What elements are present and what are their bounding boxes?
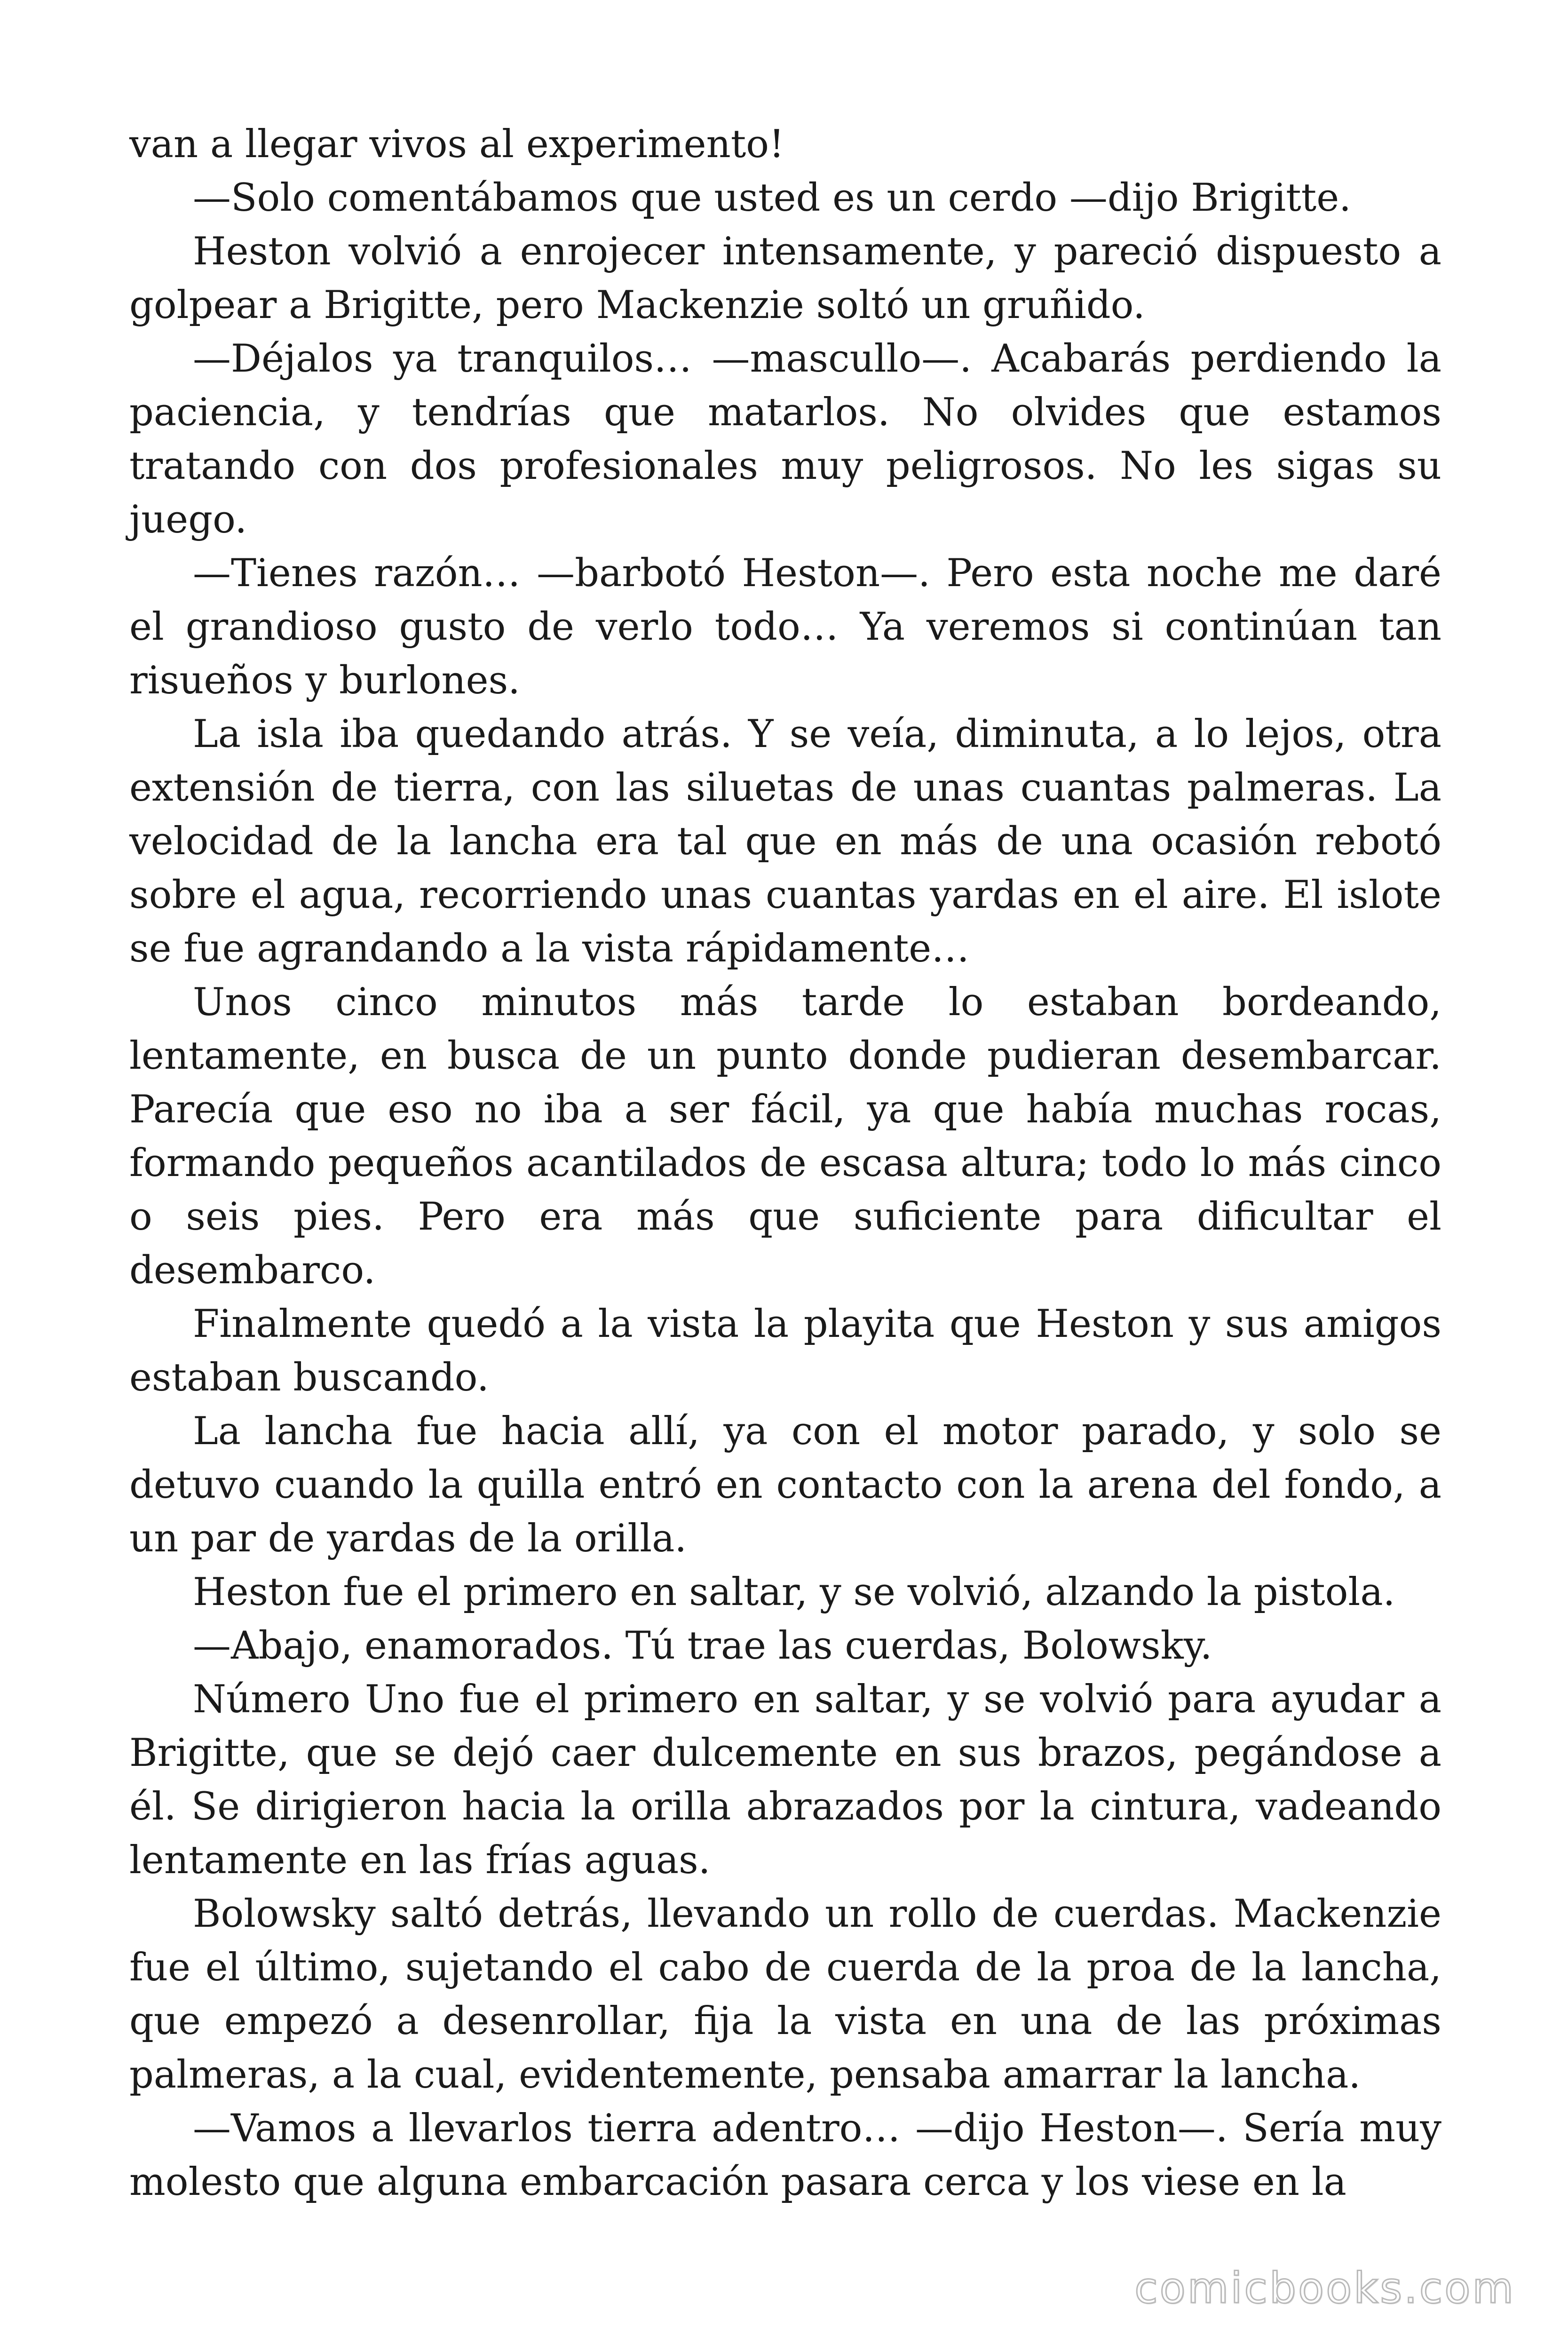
paragraph-12: Número Uno fue el primero en saltar, y se volvió para ayudar a Brigitte, que se dejó caer dulcemente en sus brazos, pegándose a él. Se dirigieron hacia la orilla abrazados por la cintura, vadeando lentamente en las frías aguas. xyxy=(129,1677,1441,1883)
paragraph-9: La lancha fue hacia allí, ya con el motor parado, y solo se detuvo cuando la quilla entró en contacto con la arena del fondo, a un par de yardas de la orilla. xyxy=(129,1409,1441,1561)
paragraph-8: Finalmente quedó a la vista la playita que Heston y sus amigos estaban buscando. xyxy=(129,1302,1441,1400)
watermark: comicbooks.com xyxy=(1134,2264,1515,2313)
paragraph-2: —Solo comentábamos que usted es un cerdo —dijo Brigitte. xyxy=(193,176,1351,220)
paragraph-11: —Abajo, enamorados. Tú trae las cuerdas, Bolowsky. xyxy=(193,1624,1212,1668)
paragraph-3: Heston volvió a enrojecer intensamente, y pareció dispuesto a golpear a Brigitte, pero Mackenzie soltó un gruñido. xyxy=(129,230,1441,327)
paragraph-10: Heston fue el primero en saltar, y se volvió, alzando la pistola. xyxy=(193,1570,1395,1614)
page-body xyxy=(129,118,1441,2209)
paragraph-14: —Vamos a llevarlos tierra adentro… —dijo Heston—. Sería muy molesto que alguna embarcación pasara cerca y los viese en la xyxy=(129,2106,1441,2204)
paragraph-6: La isla iba quedando atrás. Y se veía, diminuta, a lo lejos, otra extensión de tierra, con las siluetas de unas cuantas palmeras. La velocidad de la lancha era tal que en más de una ocasión rebotó sobre el agua, recorriendo unas cuantas yardas en el aire. El islote se fue agrandando a la vista rápidamente… xyxy=(129,712,1441,971)
paragraph-5: —Tienes razón… —barbotó Heston—. Pero esta noche me daré el grandioso gusto de verlo todo… Ya veremos si continúan tan risueños y burlones. xyxy=(129,551,1441,703)
paragraph-4: —Déjalos ya tranquilos… —mascullo—. Acabarás perdiendo la paciencia, y tendrías que matarlos. No olvides que estamos tratando con dos profesionales muy peligrosos. No les sigas su juego. xyxy=(129,337,1441,542)
paragraph-13: Bolowsky saltó detrás, llevando un rollo de cuerdas. Mackenzie fue el último, sujetando el cabo de cuerda de la proa de la lancha, que empezó a desenrollar, fija la vista en una de las próximas palmeras, a la cual, evidentemente, pensaba amarrar la lancha. xyxy=(129,1892,1441,2097)
paragraph-1: van a llegar vivos al experimento! xyxy=(129,122,784,167)
paragraph-7: Unos cinco minutos más tarde lo estaban bordeando, lentamente, en busca de un punto donde pudieran desembarcar. Parecía que eso no iba a ser fácil, ya que había muchas rocas, formando pequeños acantilados de escasa altura; todo lo más cinco o seis pies. Pero era más que suficiente para dificultar el desembarco. xyxy=(129,980,1441,1293)
